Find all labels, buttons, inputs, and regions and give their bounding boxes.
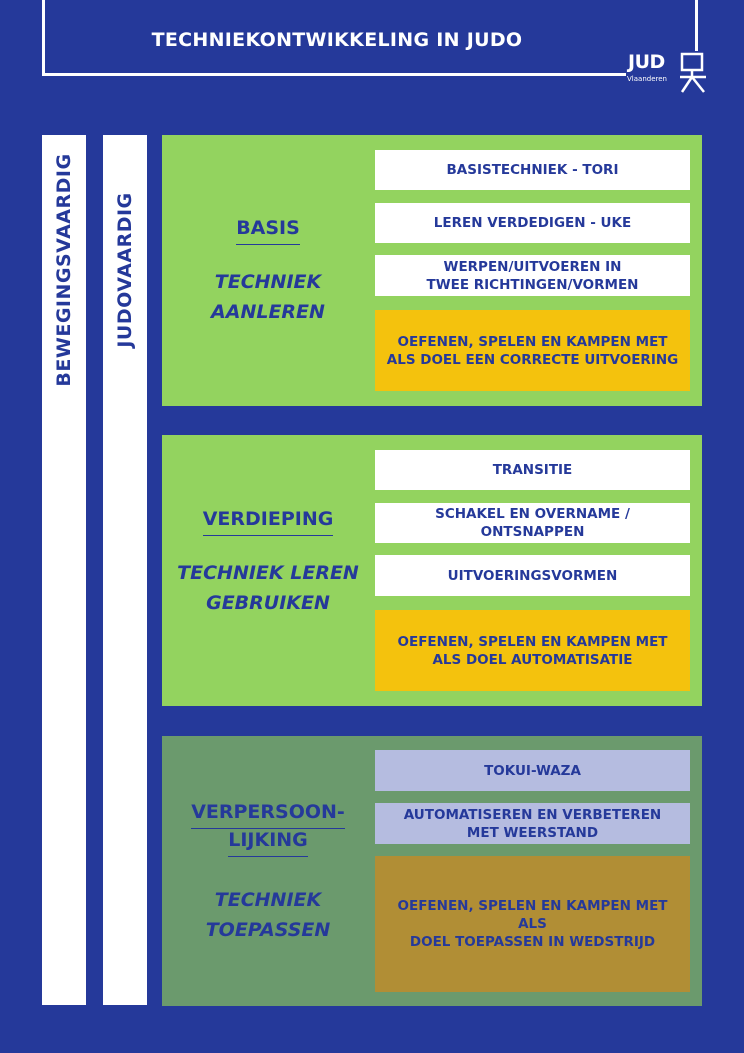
level-label: BASIS [236,215,300,245]
section-basis-heading [162,215,374,327]
page-title: TECHNIEKONTWIKKELING IN JUDO [151,29,523,51]
step-box: TRANSITIE [375,450,690,490]
judo-figure-icon [679,52,707,94]
logo-subtitle: Vlaanderen [627,75,667,83]
section-verdieping-heading [162,506,374,618]
step-box: LEREN VERDEDIGEN - UKE [375,203,690,243]
focus-label: TECHNIEK TOEPASSEN [205,889,331,941]
focus-label: TECHNIEK LEREN GEBRUIKEN [177,562,359,614]
practice-box: OEFENEN, SPELEN EN KAMPEN MET ALS DOEL EEN CORRECTE UITVOERING [375,310,690,391]
judo-vlaanderen-logo [626,51,716,95]
step-box: TOKUI-WAZA [375,750,690,791]
section-basis [162,135,702,406]
judovaardig-bar [103,135,147,1005]
step-box: SCHAKEL EN OVERNAME / ONTSNAPPEN [375,503,690,543]
step-box: WERPEN/UITVOEREN IN TWEE RICHTINGEN/VORMEN [375,255,690,296]
practice-box: OEFENEN, SPELEN EN KAMPEN MET ALS DOEL TOEPASSEN IN WEDSTRIJD [375,856,690,992]
step-box: UITVOERINGSVORMEN [375,555,690,596]
judovaardig-label: JUDOVAARDIG [114,192,136,348]
section-verpersoonlijking [162,736,702,1006]
step-box: BASISTECHNIEK - TORI [375,150,690,190]
practice-box: OEFENEN, SPELEN EN KAMPEN MET ALS DOEL AUTOMATISATIE [375,610,690,691]
level-label: VERPERSOON- LIJKING [162,799,374,857]
section-verdieping [162,435,702,706]
level-label: VERDIEPING [203,506,334,536]
focus-label: TECHNIEK AANLEREN [211,271,325,323]
section-verpersoonlijking-heading [162,799,374,945]
bewegingsvaardig-bar [42,135,86,1005]
logo-word: JUD [628,51,665,73]
bewegingsvaardig-label: BEWEGINGSVAARDIG [53,153,75,387]
step-box: AUTOMATISEREN EN VERBETEREN MET WEERSTAND [375,803,690,844]
